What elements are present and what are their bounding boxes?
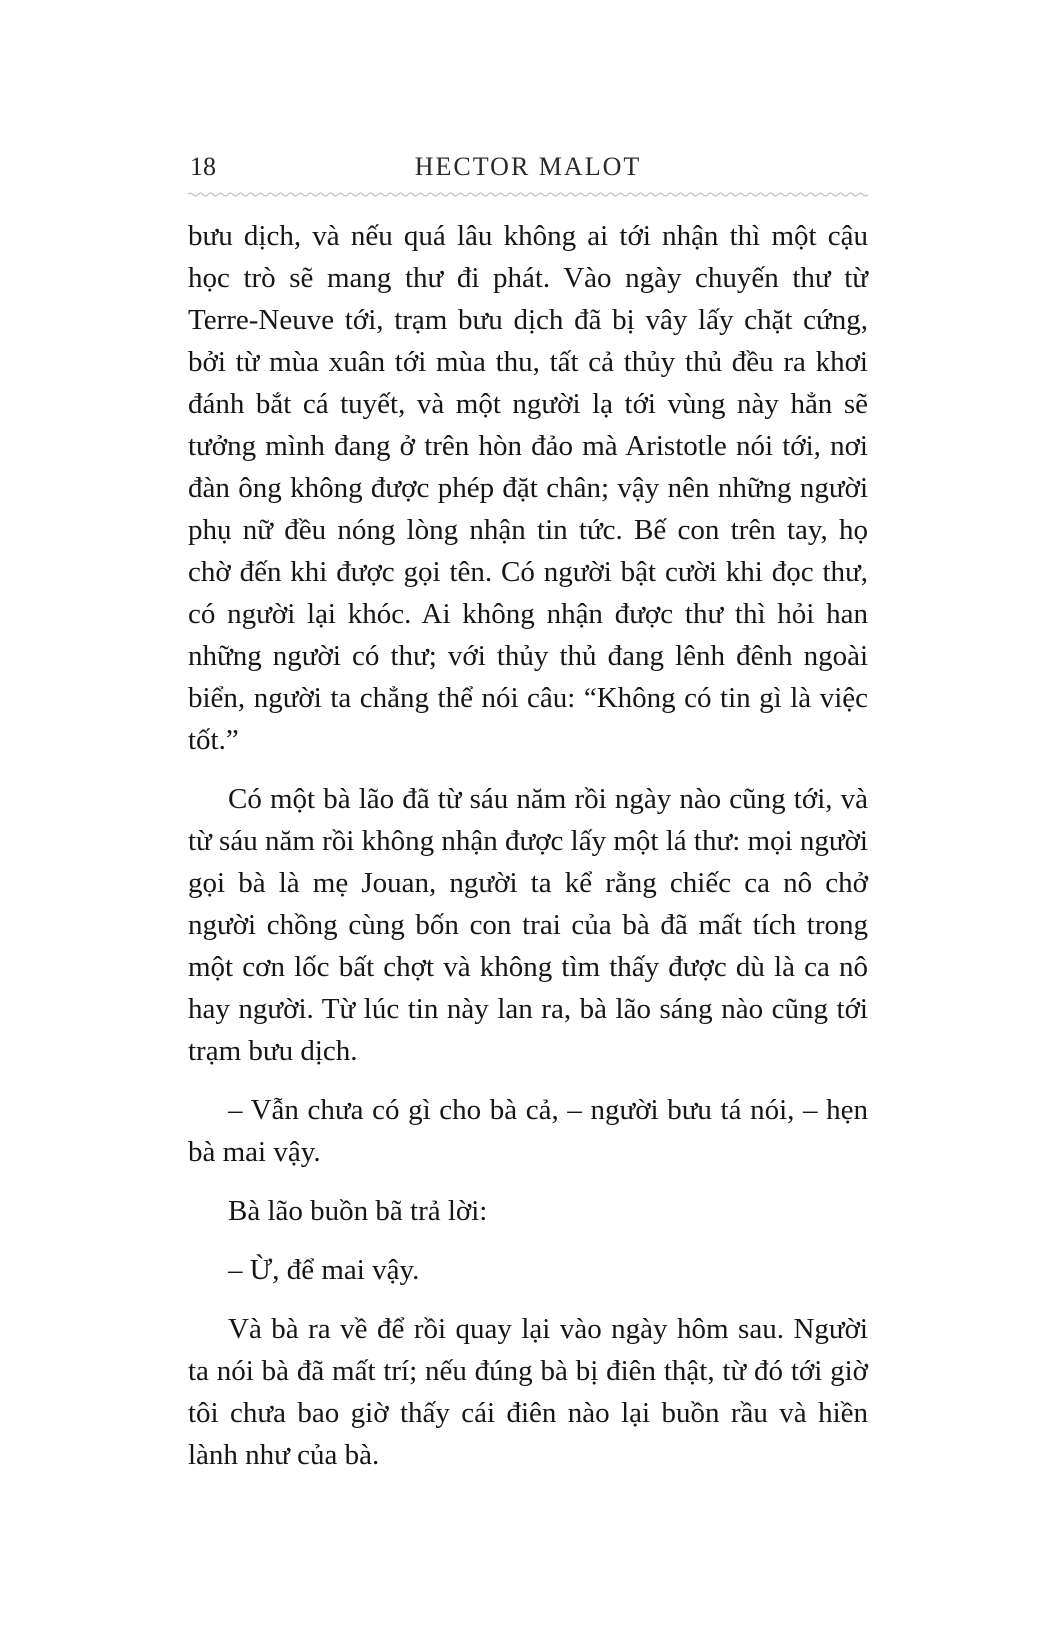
dialogue-paragraph: – Vẫn chưa có gì cho bà cả, – người bưu tá nói, – hẹn bà mai vậy. — [188, 1094, 868, 1168]
body-paragraph: Bà lão buồn bã trả lời: — [228, 1195, 488, 1227]
dialogue-paragraph: – Ừ, để mai vậy. — [228, 1254, 420, 1286]
running-header — [188, 150, 868, 184]
body-paragraph: Và bà ra về để rồi quay lại vào ngày hôm sau. Người ta nói bà đã mất trí; nếu đúng bà bị điên thật, từ đó tới giờ tôi chưa bao giờ thấy cái điên nào lại buồn rầu và hiền lành như của bà. — [188, 1313, 868, 1471]
wavy-divider — [188, 190, 868, 198]
body-paragraph: bưu dịch, và nếu quá lâu không ai tới nhận thì một cậu học trò sẽ mang thư đi phát. Vào ngày chuyến thư từ Terre-Neuve tới, trạm bưu dịch đã bị vây lấy chặt cứng, bởi từ mùa xuân tới mùa thu, tất cả thủy thủ đều ra khơi đánh bắt cá tuyết, và một người lạ tới vùng này hẳn sẽ tưởng mình đang ở trên hòn đảo mà Aristotle nói tới, nơi đàn ông không được phép đặt chân; vậy nên những người phụ nữ đều nóng lòng nhận tin tức. Bế con trên tay, họ chờ đến khi được gọi tên. Có người bật cười khi đọc thư, có người lại khóc. Ai không nhận được thư thì hỏi han những người có thư; với thủy thủ đang lênh đênh ngoài biển, người ta chẳng thể nói câu: “Không có tin gì là việc tốt.” — [188, 220, 868, 756]
page-content — [188, 150, 868, 1476]
running-header-title: HECTOR MALOT — [414, 152, 642, 181]
page-number: 18 — [190, 152, 216, 181]
page-body — [188, 215, 868, 1476]
body-paragraph: Có một bà lão đã từ sáu năm rồi ngày nào cũng tới, và từ sáu năm rồi không nhận được lấy một lá thư: mọi người gọi bà là mẹ Jouan, người ta kể rằng chiếc ca nô chở người chồng cùng bốn con trai của bà đã mất tích trong một cơn lốc bất chợt và không tìm thấy được dù là ca nô hay người. Từ lúc tin này lan ra, bà lão sáng nào cũng tới trạm bưu dịch. — [188, 783, 868, 1067]
